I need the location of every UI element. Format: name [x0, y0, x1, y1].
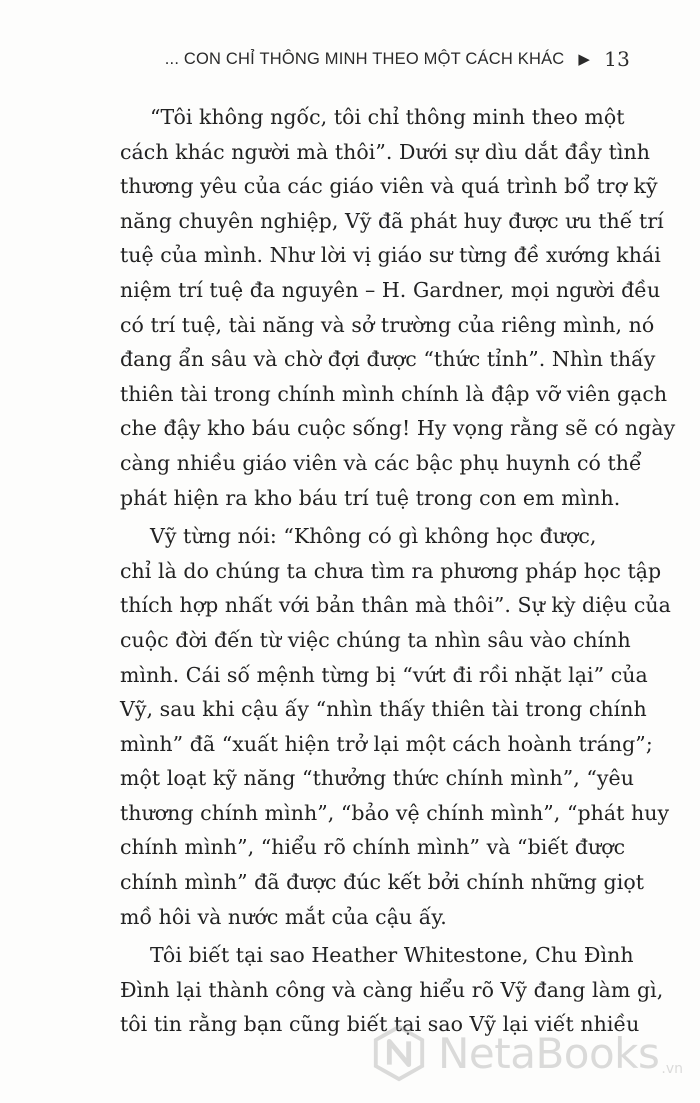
paragraph-1 — [120, 100, 676, 515]
running-header — [150, 44, 630, 74]
text-line: “Tôi không ngốc, tôi chỉ thông minh theo một — [150, 105, 625, 129]
chapter-title: ... CON CHỈ THÔNG MINH THEO MỘT CÁCH KHÁC — [164, 49, 565, 68]
page-number: 13 — [604, 47, 630, 71]
text-line: mình. Cái số mệnh từng bị “vứt đi rồi nhặt lại” của — [120, 662, 648, 687]
text-line: niệm trí tuệ đa nguyên – H. Gardner, mọi người đều — [120, 277, 661, 302]
text-line: đang ẩn sâu và chờ đợi được “thức tỉnh”. Nhìn thấy — [120, 347, 656, 372]
text-line: thương yêu của các giáo viên và quá trình bổ trợ kỹ — [120, 174, 658, 199]
text-line: Vỹ từng nói: “Không có gì không học được, — [150, 524, 597, 549]
text-line: cách khác người mà thôi”. Dưới sự dìu dắt đầy tình — [120, 139, 650, 164]
text-line: năng chuyên nghiệp, Vỹ đã phát huy được ưu thế trí — [120, 208, 664, 233]
text-line: càng nhiều giáo viên và các bậc phụ huynh có thể — [120, 450, 642, 475]
body-text — [120, 100, 676, 1042]
text-line: mình” đã “xuất hiện trở lại một cách hoành tráng”; — [120, 731, 653, 756]
watermark-brand: NetaBooks — [438, 1028, 660, 1078]
text-line: tuệ của mình. Như lời vị giáo sư từng đề xướng khái — [120, 243, 661, 268]
text-line: chỉ là do chúng ta chưa tìm ra phương pháp học tập — [120, 558, 662, 583]
netabooks-watermark — [370, 1013, 690, 1093]
text-line: có trí tuệ, tài năng và sở trường của riêng mình, nó — [120, 312, 655, 337]
text-line: chính mình”, “hiểu rõ chính mình” và “biết được — [120, 835, 626, 860]
text-line: mồ hôi và nước mắt của cậu ấy. — [120, 904, 447, 929]
text-line: thương chính mình”, “bảo vệ chính mình”, “phát huy — [120, 800, 670, 825]
arrow-right-icon: ▶ — [578, 50, 591, 68]
text-line: tôi tin rằng bạn cũng biết tại sao Vỹ lại viết nhiều — [120, 1012, 640, 1037]
text-line: Tôi biết tại sao Heather Whitestone, Chu Đình — [150, 943, 634, 968]
text-line: chính mình” đã được đúc kết bởi chính những giọt — [120, 870, 645, 895]
text-line: thích hợp nhất với bản thân mà thôi”. Sự kỳ diệu của — [120, 593, 671, 618]
netabooks-logo-icon — [370, 1024, 428, 1082]
text-line: một loạt kỹ năng “thưởng thức chính mình”, “yêu — [120, 766, 634, 791]
text-line: Đình lại thành công và càng hiểu rõ Vỹ đang làm gì, — [120, 977, 664, 1002]
text-line: phát hiện ra kho báu trí tuệ trong con em mình. — [120, 485, 621, 510]
paragraph-2 — [120, 519, 671, 934]
text-line: Vỹ, sau khi cậu ấy “nhìn thấy thiên tài trong chính — [120, 697, 647, 722]
text-line: cuộc đời đến từ việc chúng ta nhìn sâu vào chính — [120, 627, 631, 652]
watermark-suffix: .vn — [661, 1061, 683, 1077]
text-line: thiên tài trong chính mình chính là đập vỡ viên gạch — [120, 381, 668, 406]
text-line: che đậy kho báu cuộc sống! Hy vọng rằng sẽ có ngày — [120, 416, 676, 441]
